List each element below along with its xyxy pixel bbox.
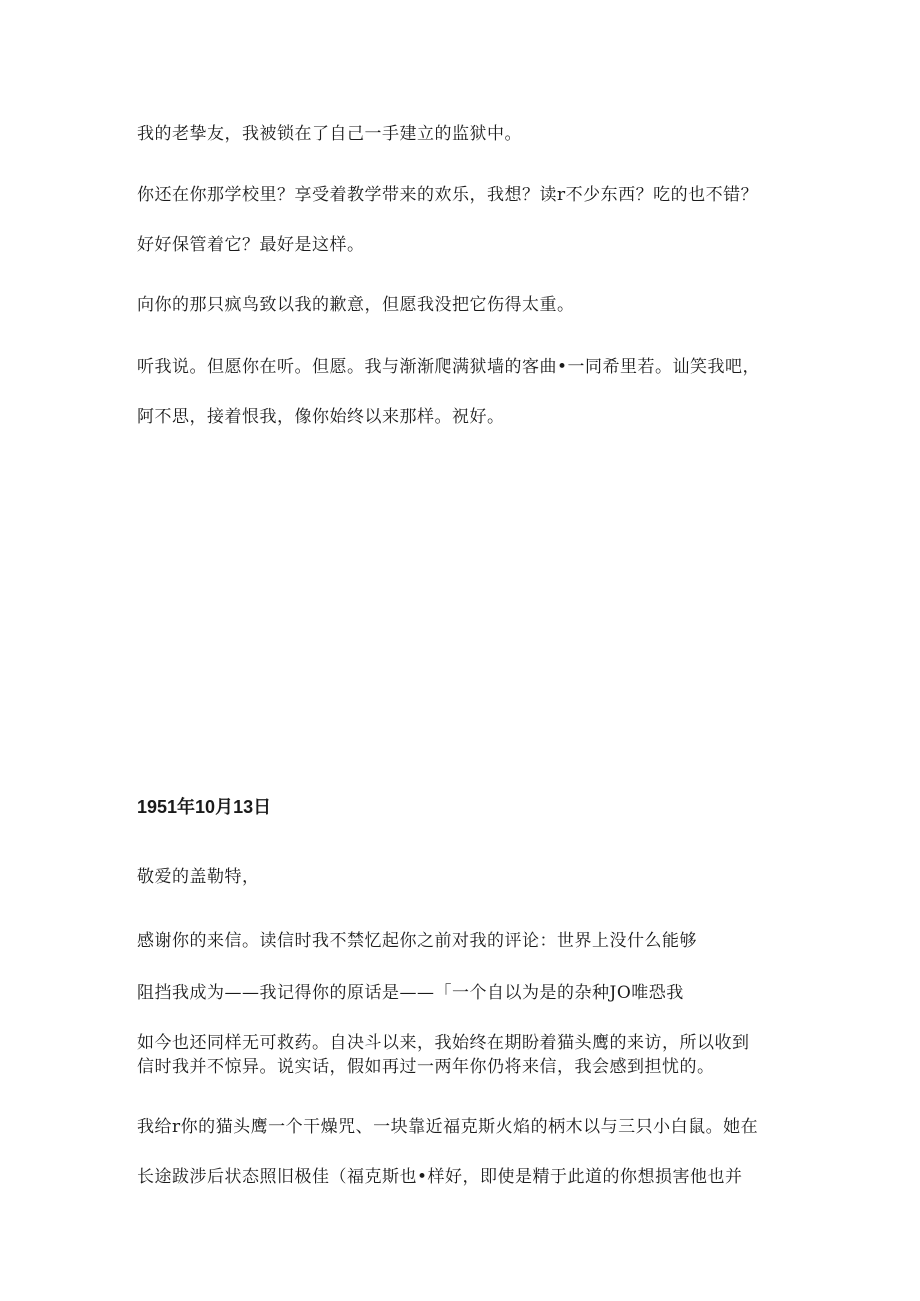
letter2-line-4: 信时我并不惊异。说实话，假如再过一两年你仍将来信，我会感到担忧的。: [137, 1057, 715, 1077]
letter1-line-2: 你还在你那学校里？享受着教学带来的欢乐，我想？读r不少东西？吃的也不错？: [137, 185, 759, 205]
letter1-line-3: 好好保管着它？最好是这样。: [137, 235, 365, 255]
letter1-line-5: 听我说。但愿你在听。但愿。我与渐渐爬满狱墙的客曲•一同希里若。讪笑我吧，: [137, 357, 761, 377]
letter2-line-6: 长途跋涉后状态照旧极佳（福克斯也•样好，即使是精于此道的你想损害他也并: [137, 1167, 743, 1187]
letter2-greeting: 敬爱的盖勒特，: [137, 867, 260, 887]
letter1-line-6: 阿不思，接着恨我，像你始终以来那样。祝好。: [137, 407, 505, 427]
letter2-line-2: 阻挡我成为——我记得你的原话是——「一个自以为是的杂种JO唯恐我: [137, 983, 684, 1003]
letter2-date: 1951年10月13日: [137, 797, 272, 817]
letter1-line-1: 我的老挚友，我被锁在了自己一手建立的监狱中。: [137, 124, 522, 144]
letter2-line-5: 我给r你的猫头鹰一个干燥咒、一块靠近福克斯火焰的柄木以与三只小白鼠。她在: [137, 1117, 759, 1137]
letter2-line-1: 感谢你的来信。读信时我不禁忆起你之前对我的评论：世界上没什么能够: [137, 931, 697, 951]
letter2-line-3: 如今也还同样无可救药。自决斗以来，我始终在期盼着猫头鹰的来访，所以收到: [137, 1033, 750, 1053]
letter1-line-4: 向你的那只疯鸟致以我的歉意，但愿我没把它伤得太重。: [137, 295, 575, 315]
